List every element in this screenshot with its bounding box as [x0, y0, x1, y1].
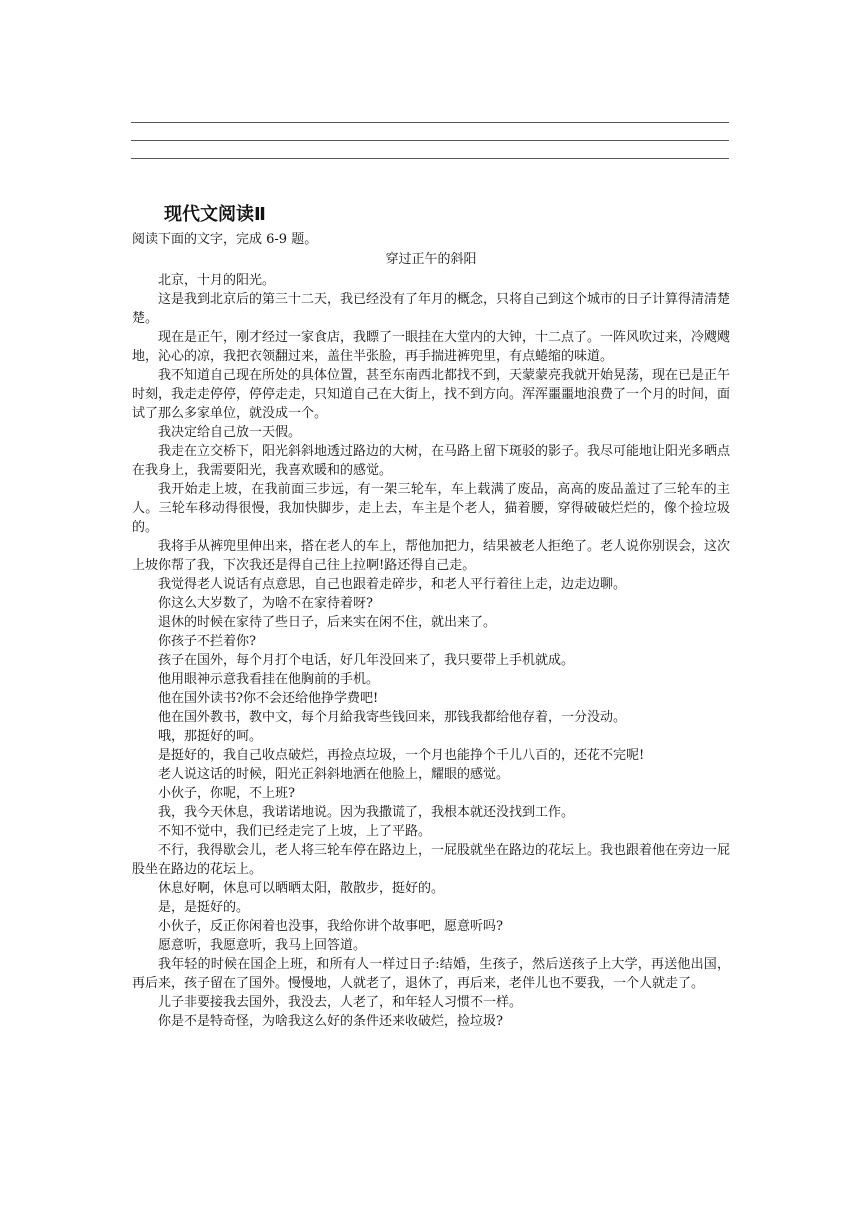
story-paragraph: 你孩子不拦着你?: [158, 634, 256, 649]
story-paragraph: 是挺好的，我自己收点破烂，再捡点垃圾，一个月也能挣个千儿八百的，还花不完呢!: [158, 748, 645, 763]
story-paragraph: 小伙子，你呢，不上班?: [158, 786, 295, 801]
story-paragraph: 他在国外读书?你不会还给他挣学费吧!: [158, 691, 379, 706]
story-paragraph: 北京，十月的阳光。: [158, 273, 276, 288]
story-paragraph: 退休的时候在家待了些日子，后来实在闲不住，就出来了。: [158, 615, 497, 630]
story-paragraph: 这是我到北京后的第三十二天，我已经没有了年月的概念，只将自己到这个城市的日子计算得清清楚楚。: [132, 292, 731, 326]
story-body: [132, 271, 730, 1031]
story-paragraph: 我觉得老人说话有点意思，自己也跟着走碎步，和老人平行着往上走，边走边聊。: [158, 577, 627, 592]
story-paragraph: 我不知道自己现在所处的具体位置，甚至东南西北都找不到，天蒙蒙亮我就开始晃荡，现在已是正午时刻，我走走停停，停停走走，只知道自己在大街上，找不到方向。浑浑噩噩地浪费了一个月的时间，面试了那么多家单位，就没成一个。: [132, 368, 731, 421]
section-heading: 现代文阅读Ⅱ: [164, 204, 266, 225]
story-paragraph: 我年轻的时候在国企上班，和所有人一样过日子:结婚，生孩子，然后送孩子上大学，再送他出国，再后来，孩子留在了国外。慢慢地，人就老了，退休了，再后来，老伴儿也不要我，一个人就走了。: [132, 957, 730, 991]
story-paragraph: 我，我今天休息，我诺诺地说。因为我撒谎了，我根本就还没找到工作。: [158, 805, 575, 820]
story-paragraph: 儿子非要接我去国外，我没去，人老了，和年轻人习惯不一样。: [158, 995, 523, 1010]
story-paragraph: 老人说这话的时候，阳光正斜斜地洒在他脸上，耀眼的感觉。: [158, 767, 510, 782]
story-paragraph: 不知不觉中，我们已经走完了上坡，上了平路。: [158, 824, 432, 839]
story-title: 穿过正午的斜阳: [385, 252, 477, 267]
story-paragraph: 不行，我得歇会儿，老人将三轮车停在路边上，一屁股就坐在路边的花坛上。我也跟着他在旁边一屁股坐在路边的花坛上。: [132, 843, 731, 877]
story-paragraph: 休息好啊，休息可以晒晒太阳，散散步，挺好的。: [158, 881, 445, 896]
story-paragraph: 我决定给自己放一天假。: [158, 425, 302, 440]
story-paragraph: 你这么大岁数了，为啥不在家待着呀?: [158, 596, 373, 611]
story-paragraph: 哦，那挺好的呵。: [158, 729, 263, 744]
story-paragraph: 我走在立交桥下，阳光斜斜地透过路边的大树，在马路上留下斑驳的影子。我尽可能地让阳光多晒点在我身上，我需要阳光，我喜欢暖和的感觉。: [132, 444, 731, 478]
story-paragraph: 愿意听，我愿意听，我马上回答道。: [158, 938, 367, 953]
story-paragraph: 他用眼神示意我看挂在他胸前的手机。: [158, 672, 380, 687]
story-paragraph: 你是不是特奇怪，为啥我这么好的条件还来收破烂，捡垃圾?: [158, 1014, 503, 1029]
answer-line-1: [131, 122, 729, 123]
story-paragraph: 他在国外教书，教中文，每个月給我寄些钱回来，那钱我都给他存着，一分没动。: [158, 710, 627, 725]
story-paragraph: 孩子在国外，每个月打个电话，好几年没回来了，我只要带上手机就成。: [158, 653, 575, 668]
story-paragraph: 我将手从裤兜里伸出来，搭在老人的车上，帮他加把力，结果被老人拒绝了。老人说你别误会，这次上坡你帮了我，下次我还是得自己往上拉啊!路还得自己走。: [132, 539, 731, 573]
answer-line-3: [131, 158, 729, 159]
answer-line-2: [131, 140, 729, 141]
story-paragraph: 是，是挺好的。: [158, 900, 250, 915]
story-paragraph: 我开始走上坡，在我前面三步远，有一架三轮车，车上载满了废品，高高的废品盖过了三轮车的主人。三轮车移动得很慢，我加快脚步，走上去，车主是个老人，猫着腰，穿得破破烂烂的，像个捡垃圾的。: [132, 482, 730, 535]
question-instruction: 阅读下面的文字，完成 6-9 题。: [132, 232, 318, 247]
story-paragraph: 现在是正午，刚才经过一家食店，我瞟了一眼挂在大堂内的大钟，十二点了。一阵风吹过来，冷飕飕地，沁心的凉，我把衣领翻过来，盖住半张脸，再手揣进裤兜里，有点蜷缩的味道。: [132, 330, 731, 364]
story-paragraph: 小伙子，反正你闲着也没事，我给你讲个故事吧，愿意听吗?: [158, 919, 503, 934]
reading-section: [132, 200, 730, 1031]
